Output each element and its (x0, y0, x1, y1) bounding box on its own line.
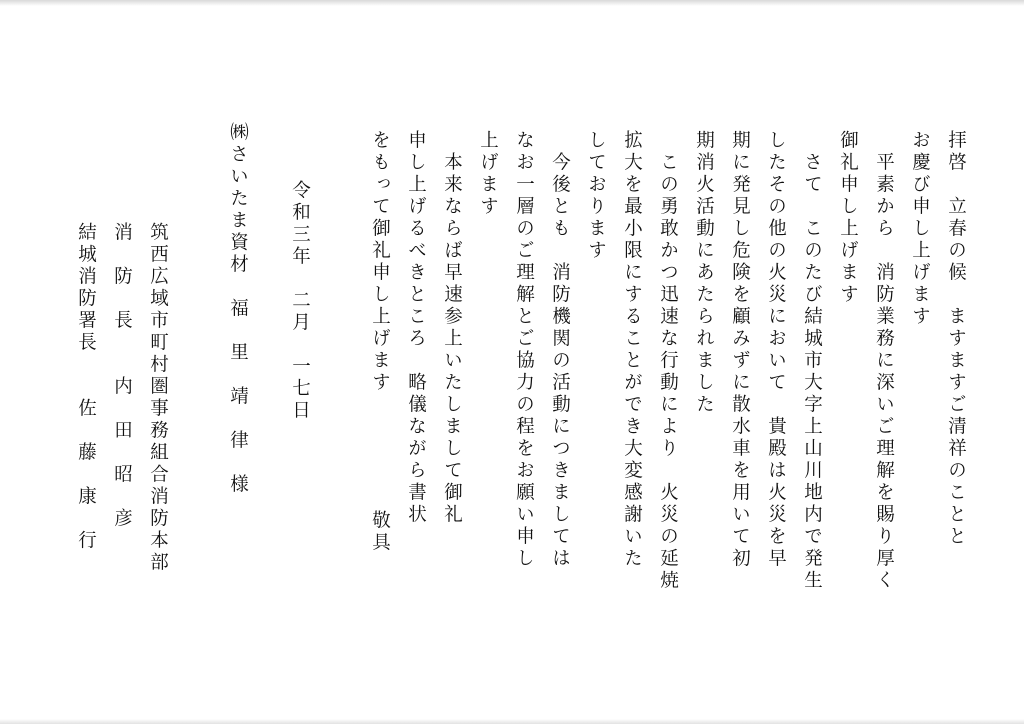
letter-line-15: 本来ならば早速参上いたしまして御礼 (441, 130, 463, 526)
sender-organization: 筑西広域市町村圏事務組合消防本部 (147, 222, 169, 574)
letter-line-7: 期に発見し危険を顧みずに散水車を用いて初 (729, 130, 751, 570)
letter-line-6: したその他の火災において 貴殿は火災を早 (765, 130, 787, 570)
letter-line-12: 今後とも 消防機関の活動につきましては (549, 130, 571, 570)
letter-date: 令和三年 二月 一七日 (289, 180, 311, 422)
letter-line-4: 御礼申し上げます (837, 130, 859, 306)
letter-line-9: この勇敢かつ迅速な行動により 火災の延焼 (657, 130, 679, 592)
letter-line-11: しております (585, 130, 607, 262)
scan-edge-top (0, 0, 1024, 6)
letter-line-17: をもって御礼申し上げます (369, 130, 391, 394)
letter-line-16: 申し上げるべきところ 略儀ながら書状 (405, 130, 427, 526)
scan-edge-bottom (0, 719, 1024, 724)
letter-line-8: 期消火活動にあたられました (693, 130, 715, 416)
sender-station-chief: 結城消防署長 佐 藤 康 行 (75, 222, 97, 552)
letter-line-14: 上げます (477, 130, 499, 218)
sender-fire-chief: 消 防 長 内 田 昭 彦 (111, 222, 133, 530)
letter-line-1: 拝啓 立春の候 ますますご清祥のことと (945, 130, 967, 548)
letter-line-2: お慶び申し上げます (909, 130, 931, 328)
letter-line-10: 拡大を最小限にすることができ大変感謝いた (621, 130, 643, 570)
closing-keigu: 敬具 (369, 510, 391, 554)
recipient-name: ㈱さいたま資材 福 里 靖 律 様 (227, 122, 249, 496)
letter-line-3: 平素から 消防業務に深いご理解を賜り厚く (873, 130, 895, 592)
letter-line-13: なお一層のご理解とご協力の程をお願い申し (513, 130, 535, 570)
letter-line-5: さて このたび結城市大字上山川地内で発生 (801, 130, 823, 592)
